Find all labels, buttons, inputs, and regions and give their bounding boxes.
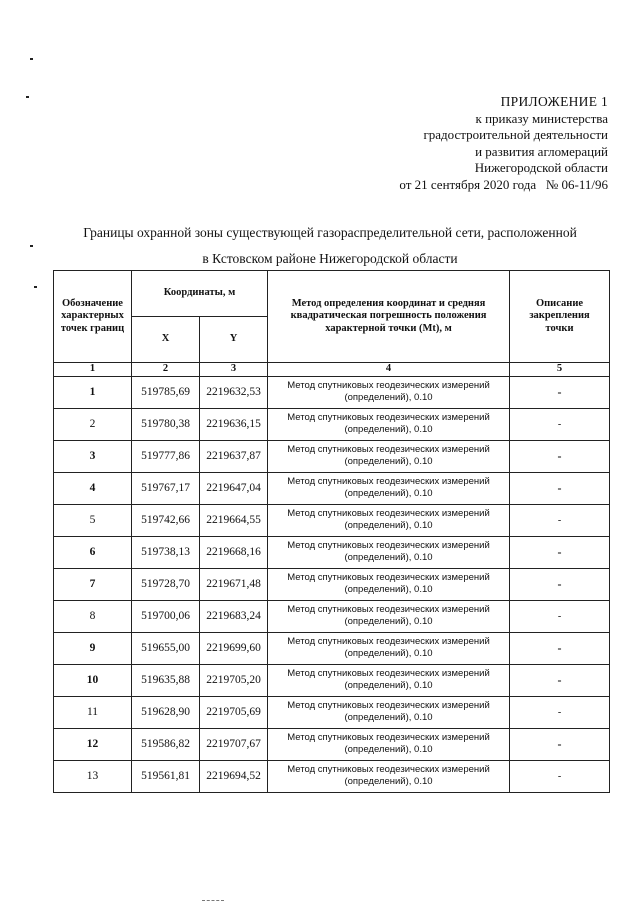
table-row xyxy=(54,600,610,632)
column-number: 5 xyxy=(510,363,610,377)
point-number: 13 xyxy=(54,760,132,792)
method-cell: Метод спутниковых геодезических измерений (определений), 0.10 xyxy=(268,440,510,472)
coord-y: 2219694,52 xyxy=(200,760,268,792)
description-cell: - xyxy=(510,664,610,696)
coord-y: 2219632,53 xyxy=(200,376,268,408)
description-cell: - xyxy=(510,600,610,632)
appendix-date-number: от 21 сентября 2020 года № 06-11/96 xyxy=(399,176,608,192)
table-row xyxy=(54,568,610,600)
appendix-title: ПРИЛОЖЕНИЕ 1 xyxy=(500,94,608,109)
description-cell: - xyxy=(510,632,610,664)
coord-y: 2219699,60 xyxy=(200,632,268,664)
method-cell: Метод спутниковых геодезических измерений (определений), 0.10 xyxy=(268,728,510,760)
description-cell: - xyxy=(510,760,610,792)
table-row xyxy=(54,472,610,504)
coord-x: 519700,06 xyxy=(132,600,200,632)
description-cell: - xyxy=(510,472,610,504)
method-cell: Метод спутниковых геодезических измерений (определений), 0.10 xyxy=(268,664,510,696)
coord-x: 519586,82 xyxy=(132,728,200,760)
header-y: Y xyxy=(200,317,268,363)
point-number: 2 xyxy=(54,408,132,440)
coord-x: 519628,90 xyxy=(132,696,200,728)
point-number: 3 xyxy=(54,440,132,472)
header-coordinates: Координаты, м xyxy=(132,271,268,317)
table-row xyxy=(54,664,610,696)
description-cell: - xyxy=(510,408,610,440)
coord-x: 519738,13 xyxy=(132,536,200,568)
table-row xyxy=(54,376,610,408)
description-cell: - xyxy=(510,376,610,408)
document-title xyxy=(40,220,620,272)
column-number: 1 xyxy=(54,363,132,377)
coord-x: 519742,66 xyxy=(132,504,200,536)
coord-y: 2219636,15 xyxy=(200,408,268,440)
scan-speck xyxy=(30,245,33,247)
coord-x: 519635,88 xyxy=(132,664,200,696)
header-description: Описание закрепления точки xyxy=(510,271,610,363)
method-cell: Метод спутниковых геодезических измерений (определений), 0.10 xyxy=(268,632,510,664)
method-cell: Метод спутниковых геодезических измерений (определений), 0.10 xyxy=(268,536,510,568)
coord-x: 519728,70 xyxy=(132,568,200,600)
table-row xyxy=(54,760,610,792)
table-row xyxy=(54,728,610,760)
method-cell: Метод спутниковых геодезических измерений (определений), 0.10 xyxy=(268,376,510,408)
coord-x: 519561,81 xyxy=(132,760,200,792)
column-number: 3 xyxy=(200,363,268,377)
point-number: 8 xyxy=(54,600,132,632)
point-number: 10 xyxy=(54,664,132,696)
point-number: 9 xyxy=(54,632,132,664)
coord-y: 2219671,48 xyxy=(200,568,268,600)
table-row xyxy=(54,504,610,536)
method-cell: Метод спутниковых геодезических измерений (определений), 0.10 xyxy=(268,568,510,600)
document-title-line: Границы охранной зоны существующей газораспределительной сети, расположенной xyxy=(83,225,577,240)
point-number: 7 xyxy=(54,568,132,600)
description-cell: - xyxy=(510,728,610,760)
table-row xyxy=(54,408,610,440)
coord-y: 2219668,16 xyxy=(200,536,268,568)
point-number: 1 xyxy=(54,376,132,408)
boundary-points-table xyxy=(53,270,610,793)
description-cell: - xyxy=(510,568,610,600)
point-number: 11 xyxy=(54,696,132,728)
scan-speck xyxy=(30,58,33,60)
coord-x: 519785,69 xyxy=(132,376,200,408)
coord-x: 519655,00 xyxy=(132,632,200,664)
coord-y: 2219705,69 xyxy=(200,696,268,728)
table-row xyxy=(54,440,610,472)
method-cell: Метод спутниковых геодезических измерений (определений), 0.10 xyxy=(268,504,510,536)
method-cell: Метод спутниковых геодезических измерений (определений), 0.10 xyxy=(268,472,510,504)
coord-y: 2219664,55 xyxy=(200,504,268,536)
method-cell: Метод спутниковых геодезических измерений (определений), 0.10 xyxy=(268,600,510,632)
coord-x: 519780,38 xyxy=(132,408,200,440)
description-cell: - xyxy=(510,536,610,568)
method-cell: Метод спутниковых геодезических измерений (определений), 0.10 xyxy=(268,408,510,440)
header-designation: Обозначение характерных точек границ xyxy=(54,271,132,363)
coord-x: 519777,86 xyxy=(132,440,200,472)
appendix-line: Нижегородской области xyxy=(474,160,608,175)
description-cell: - xyxy=(510,504,610,536)
description-cell: - xyxy=(510,696,610,728)
column-number: 2 xyxy=(132,363,200,377)
coord-y: 2219705,20 xyxy=(200,664,268,696)
point-number: 5 xyxy=(54,504,132,536)
coord-x: 519767,17 xyxy=(132,472,200,504)
scan-speck xyxy=(26,96,29,98)
description-cell: - xyxy=(510,440,610,472)
method-cell: Метод спутниковых геодезических измерений (определений), 0.10 xyxy=(268,760,510,792)
point-number: 6 xyxy=(54,536,132,568)
header-method: Метод определения координат и средняя квадратическая погрешность положения характерной точки (Mt), м xyxy=(268,271,510,363)
point-number: 4 xyxy=(54,472,132,504)
table-row xyxy=(54,696,610,728)
coord-y: 2219637,87 xyxy=(200,440,268,472)
coord-y: 2219707,67 xyxy=(200,728,268,760)
appendix-line: к приказу министерства xyxy=(475,110,608,126)
scan-speck xyxy=(34,286,37,288)
appendix-header xyxy=(399,94,608,193)
appendix-line: и развития агломераций xyxy=(475,143,608,159)
column-number: 4 xyxy=(268,363,510,377)
document-title-line: в Кстовском районе Нижегородской области xyxy=(202,251,458,266)
coord-y: 2219683,24 xyxy=(200,600,268,632)
table-row xyxy=(54,536,610,568)
point-number: 12 xyxy=(54,728,132,760)
header-x: X xyxy=(132,317,200,363)
coord-y: 2219647,04 xyxy=(200,472,268,504)
table-row xyxy=(54,632,610,664)
method-cell: Метод спутниковых геодезических измерений (определений), 0.10 xyxy=(268,696,510,728)
page-footer-mark xyxy=(202,900,224,902)
appendix-line: градостроительной деятельности xyxy=(423,127,608,142)
